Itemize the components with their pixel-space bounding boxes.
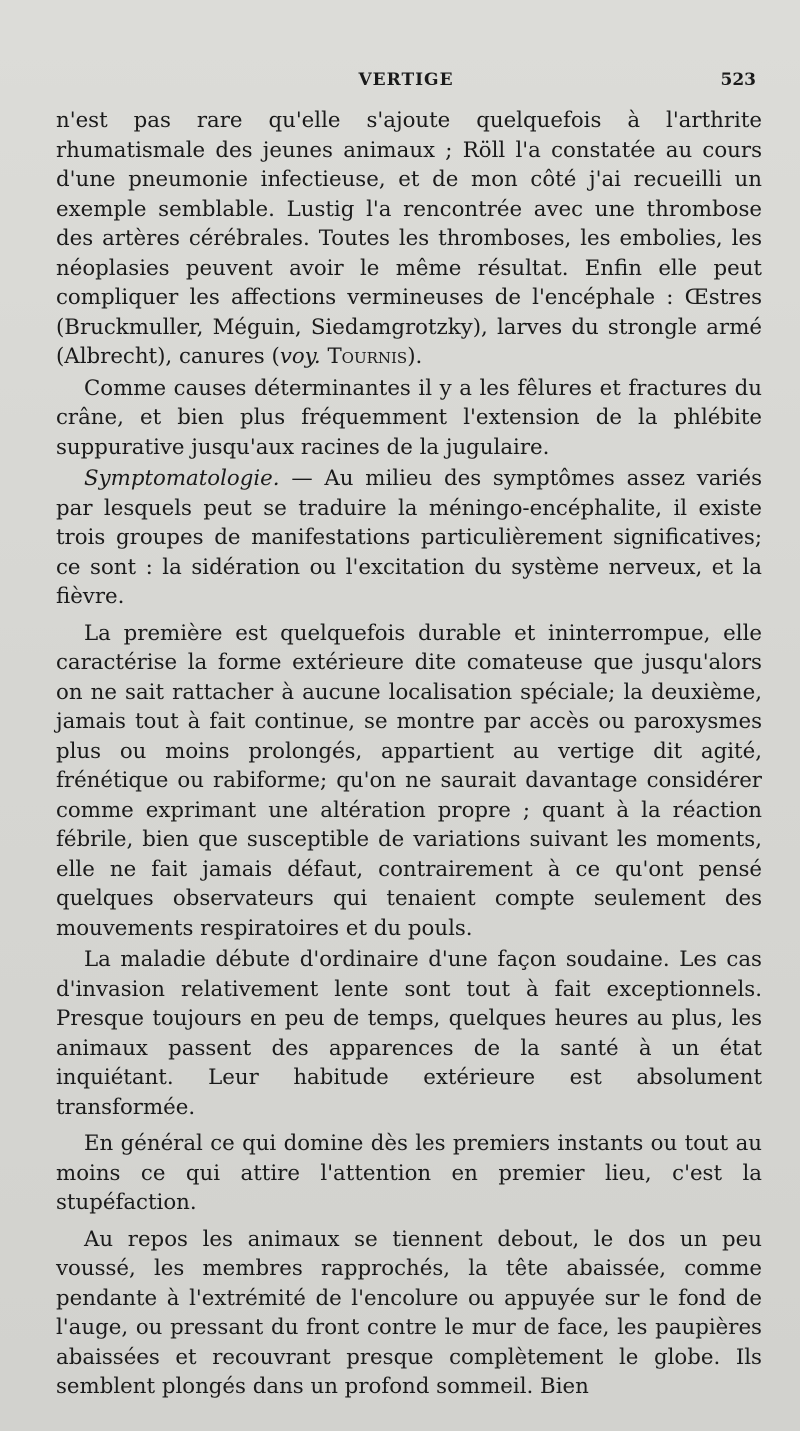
running-header	[56, 70, 756, 100]
reference-target: Tournis	[327, 344, 408, 369]
page-number: 523	[720, 70, 756, 90]
reference-abbreviation: voy.	[279, 344, 321, 369]
page-body	[56, 106, 762, 1402]
running-title: VERTIGE	[358, 70, 454, 90]
paragraph-repos: Au repos les animaux se tiennent debout, le dos un peu voussé, les membres rapprochés, la tête abaissée, comme pendante à l'extrémité de l'encolure ou appuyée sur le fond de l'auge, ou pressant du front contre le mur de face, les paupières abaissées et recouvrant presque complètement le globe. Ils semblent plongés dans un profond sommeil. Bien	[56, 1226, 762, 1399]
paragraph-onset: La maladie débute d'ordinaire d'une façon soudaine. Les cas d'invasion relativement lente sont tout à fait exceptionnels. Presque toujours en peu de temps, quelques heures au plus, les animaux passent des apparences de la santé à un état inquiétant. Leur habitude extérieure est absolument transformée.	[56, 947, 762, 1120]
paragraph-causes: Comme causes déterminantes il y a les fêlures et fractures du crâne, et bien plus fréquemment l'extension de la phlébite suppurative jusqu'aux racines de la jugulaire.	[56, 375, 762, 460]
paragraph-continuation: n'est pas rare qu'elle s'ajoute quelquefois à l'arthrite rhumatismale des jeunes animaux ; Röll l'a constatée au cours d'une pneumonie infectieuse, et de mon côté j'ai recueilli un exemple semblable. Lustig l'a rencontrée avec une thrombose des artères cérébrales. Toutes les thromboses, les embolies, les néoplasies peuvent avoir le même résultat. Enfin elle peut compliquer les affections vermineuses de l'encéphale : Œstres (Bruckmuller, Méguin, Siedamgrotzky), larves du strongle armé (Albrecht), canures (voy. Tournis).	[56, 108, 762, 369]
paragraph-symptomatologie: Symptomatologie. — Au milieu des symptômes assez variés par lesquels peut se traduire la méningo-encéphalite, il existe trois groupes de manifestations particulièrement significatives; ce sont : la sidération ou l'excitation du système nerveux, et la fièvre.	[56, 466, 762, 609]
paragraph-stupefaction: En général ce qui domine dès les premiers instants ou tout au moins ce qui attire l'attention en premier lieu, c'est la stupéfaction.	[56, 1131, 762, 1215]
paragraph-first-group: La première est quelquefois durable et ininterrompue, elle caractérise la forme extérieure dite comateuse que jusqu'alors on ne sait rattacher à aucune localisation spéciale; la deuxième, jamais tout à fait continue, se montre par accès ou paroxysmes plus ou moins prolongés, appartient au vertige dit agité, frénétique ou rabiforme; qu'on ne saurait davantage considérer comme exprimant une altération propre ; quant à la réaction fébrile, bien que susceptible de variations suivant les moments, elle ne fait jamais défaut, contrairement à ce qu'ont pensé quelques observateurs qui tenaient compte seulement des mouvements respiratoires et du pouls.	[56, 620, 762, 941]
section-heading: Symptomatologie.	[84, 466, 280, 491]
